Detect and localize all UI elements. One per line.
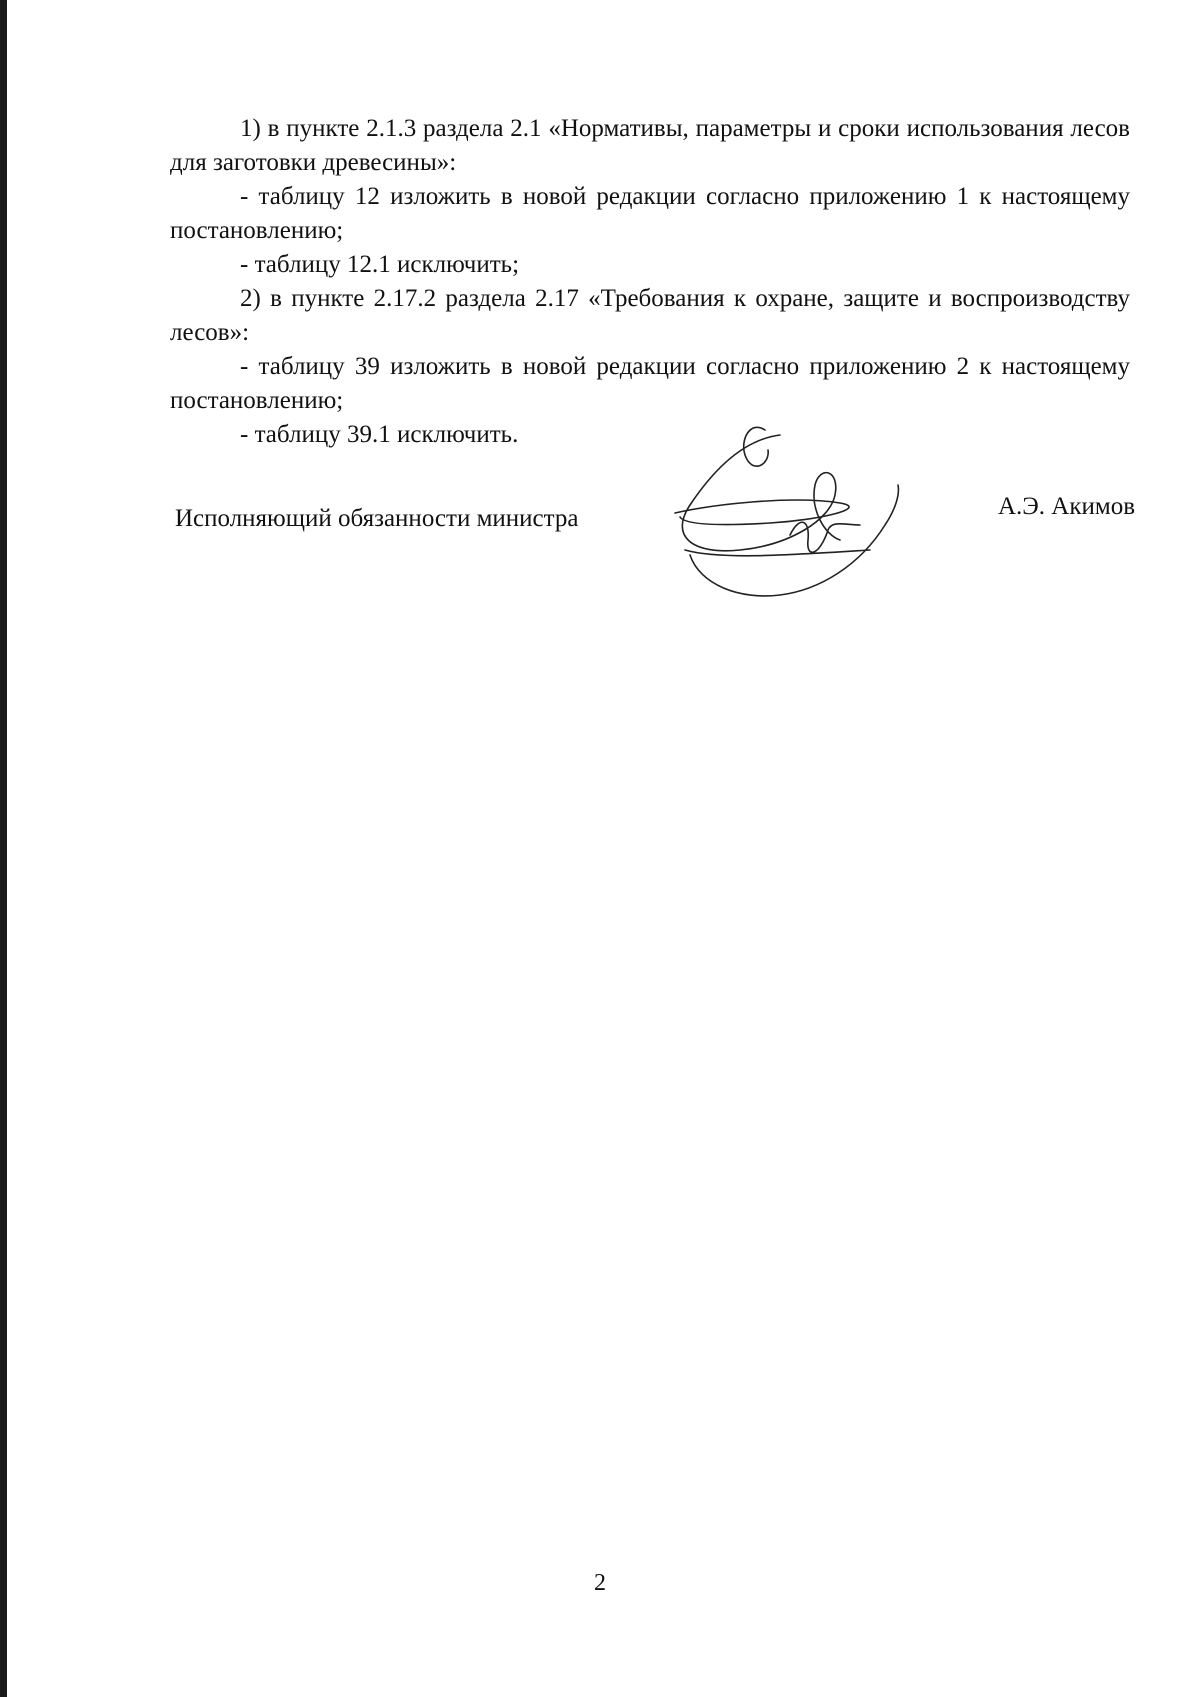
document-body	[170, 112, 1130, 452]
paragraph-6: - таблицу 39.1 исключить.	[240, 421, 519, 448]
signature-stroke-mid	[675, 500, 849, 524]
paragraph-2: - таблицу 12 изложить в новой редакции согласно приложению 1 к настоящему постановлению;	[170, 183, 1130, 244]
signature-block	[175, 493, 1135, 545]
page-number: 2	[594, 1570, 606, 1596]
paragraph-5: - таблицу 39 изложить в новой редакции согласно приложению 2 к настоящему постановлению;	[170, 353, 1130, 414]
signature-stroke-cross	[790, 522, 860, 552]
signature-stroke-tail	[690, 485, 898, 596]
signature-stroke-loop	[682, 435, 840, 551]
paragraph-1: 1) в пункте 2.1.3 раздела 2.1 «Нормативы, параметры и сроки использования лесов для заготовки древесины»:	[170, 115, 1130, 176]
paragraph-4: 2) в пункте 2.17.2 раздела 2.17 «Требования к охране, защите и воспроизводству лесов»:	[170, 285, 1130, 346]
paragraph-3: - таблицу 12.1 исключить;	[240, 251, 520, 278]
scan-edge	[0, 0, 7, 1697]
signatory-name: А.Э. Акимов	[997, 493, 1135, 520]
handwritten-signature	[670, 425, 935, 625]
signatory-title: Исполняющий обязанности министра	[175, 505, 579, 532]
